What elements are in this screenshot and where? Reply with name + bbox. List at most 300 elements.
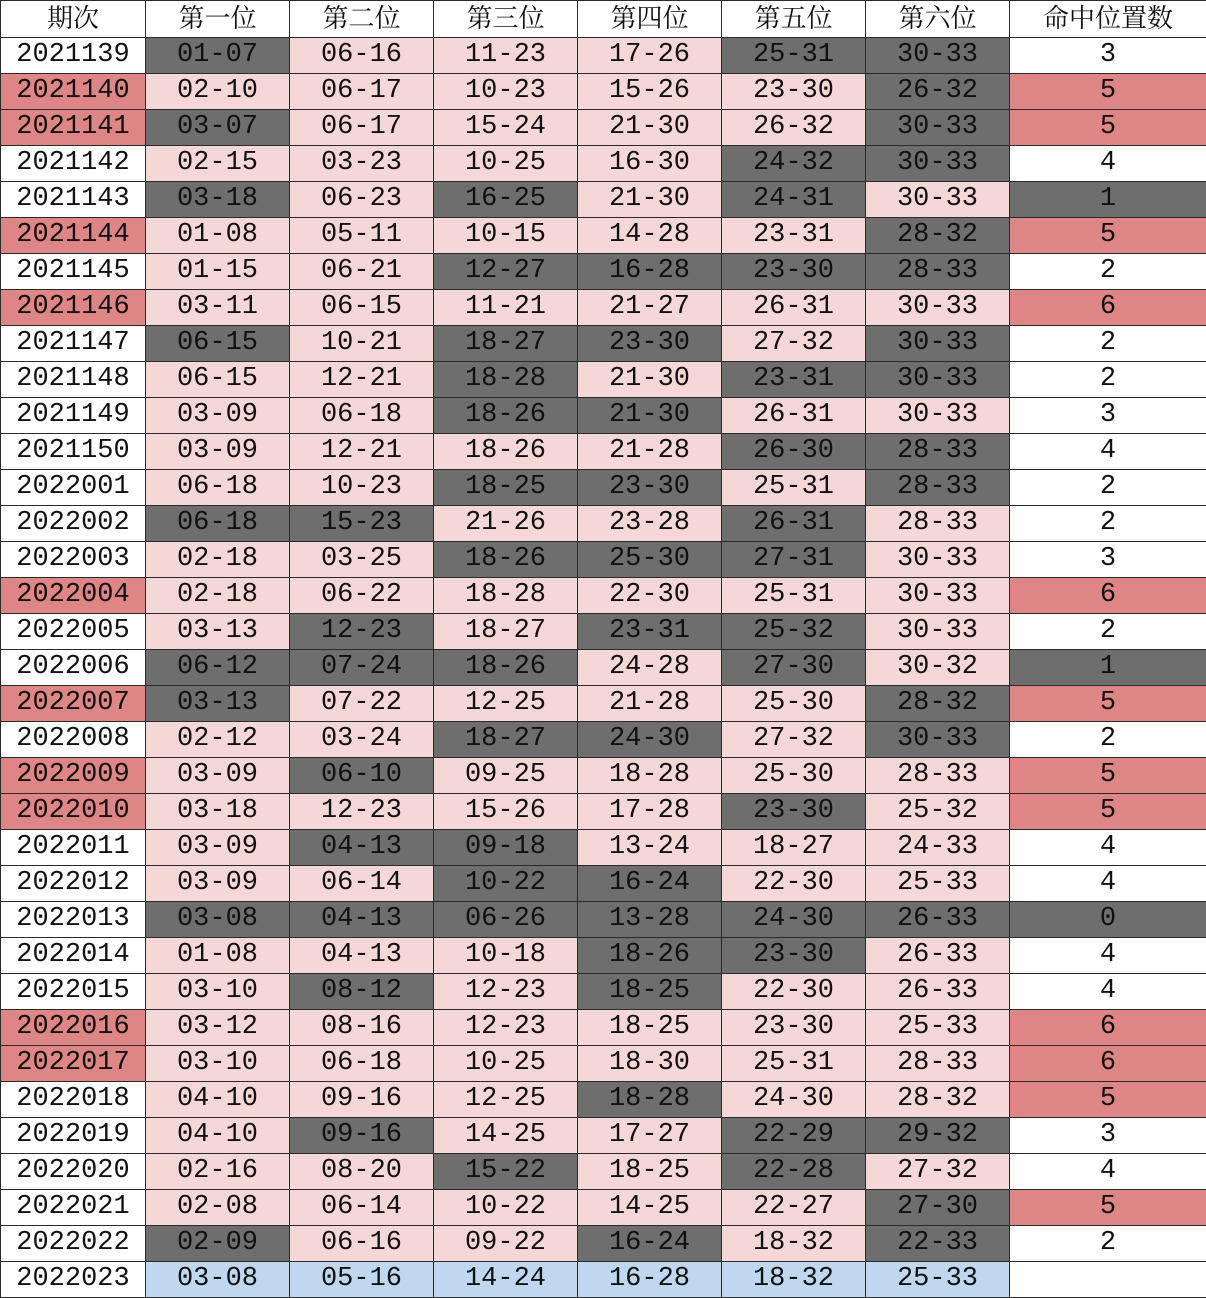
range-cell-position-4: 21-30 <box>578 362 722 398</box>
period-cell: 2021142 <box>1 146 146 182</box>
range-cell-position-3: 10-25 <box>434 146 578 182</box>
range-cell-position-6: 27-32 <box>866 1154 1010 1190</box>
table-row <box>1 1226 1206 1262</box>
range-cell-position-1: 03-10 <box>146 974 290 1010</box>
range-cell-position-5: 25-30 <box>722 758 866 794</box>
hit-count-cell: 4 <box>1010 866 1206 902</box>
hit-count-cell: 5 <box>1010 794 1206 830</box>
period-cell: 2022004 <box>1 578 146 614</box>
range-cell-position-1: 01-15 <box>146 254 290 290</box>
range-cell-position-3: 12-25 <box>434 1082 578 1118</box>
range-cell-position-1: 03-09 <box>146 398 290 434</box>
table-row <box>1 1046 1206 1082</box>
hit-count-cell: 2 <box>1010 1226 1206 1262</box>
hit-count-cell: 2 <box>1010 254 1206 290</box>
range-cell-position-2: 06-18 <box>290 398 434 434</box>
period-cell: 2022013 <box>1 902 146 938</box>
range-cell-position-6: 25-33 <box>866 866 1010 902</box>
range-cell-position-2: 06-14 <box>290 1190 434 1226</box>
period-cell: 2022007 <box>1 686 146 722</box>
header-position-4: 第四位 <box>578 1 722 38</box>
header-position-3: 第三位 <box>434 1 578 38</box>
range-cell-position-5: 18-27 <box>722 830 866 866</box>
range-cell-position-6: 26-32 <box>866 74 1010 110</box>
hit-count-cell: 5 <box>1010 686 1206 722</box>
hit-count-cell: 5 <box>1010 1190 1206 1226</box>
table-row <box>1 1118 1206 1154</box>
range-cell-position-6: 30-32 <box>866 650 1010 686</box>
range-cell-position-6: 30-33 <box>866 542 1010 578</box>
range-cell-position-6: 28-33 <box>866 1046 1010 1082</box>
range-cell-position-4: 16-28 <box>578 254 722 290</box>
range-cell-position-6: 29-32 <box>866 1118 1010 1154</box>
range-cell-position-5: 26-31 <box>722 506 866 542</box>
range-cell-position-6: 28-32 <box>866 686 1010 722</box>
range-cell-position-1: 03-08 <box>146 902 290 938</box>
range-cell-position-3: 18-27 <box>434 722 578 758</box>
range-cell-position-4: 15-26 <box>578 74 722 110</box>
range-cell-position-1: 02-12 <box>146 722 290 758</box>
hit-count-cell: 3 <box>1010 542 1206 578</box>
range-cell-position-2: 06-15 <box>290 290 434 326</box>
range-cell-position-2: 09-16 <box>290 1118 434 1154</box>
range-cell-position-2: 10-21 <box>290 326 434 362</box>
hit-count-cell: 1 <box>1010 182 1206 218</box>
range-cell-position-2: 09-16 <box>290 1082 434 1118</box>
range-cell-position-3: 06-26 <box>434 902 578 938</box>
hit-count-cell: 2 <box>1010 614 1206 650</box>
table-row <box>1 146 1206 182</box>
range-cell-position-2: 12-21 <box>290 362 434 398</box>
range-cell-position-6: 25-33 <box>866 1262 1010 1298</box>
hit-count-cell: 3 <box>1010 38 1206 74</box>
range-cell-position-3: 16-25 <box>434 182 578 218</box>
hit-count-cell: 4 <box>1010 830 1206 866</box>
table-row <box>1 722 1206 758</box>
range-cell-position-2: 12-23 <box>290 794 434 830</box>
period-cell: 2022001 <box>1 470 146 506</box>
period-cell: 2021144 <box>1 218 146 254</box>
range-cell-position-5: 18-32 <box>722 1262 866 1298</box>
range-cell-position-1: 06-18 <box>146 506 290 542</box>
range-cell-position-4: 25-30 <box>578 542 722 578</box>
range-cell-position-3: 10-18 <box>434 938 578 974</box>
range-cell-position-3: 15-26 <box>434 794 578 830</box>
table-row <box>1 758 1206 794</box>
range-cell-position-1: 01-08 <box>146 218 290 254</box>
table-row <box>1 578 1206 614</box>
hit-count-cell: 2 <box>1010 326 1206 362</box>
period-cell: 2021141 <box>1 110 146 146</box>
range-cell-position-1: 03-10 <box>146 1046 290 1082</box>
range-cell-position-5: 25-31 <box>722 1046 866 1082</box>
range-cell-position-5: 25-31 <box>722 578 866 614</box>
range-cell-position-1: 02-16 <box>146 1154 290 1190</box>
range-cell-position-2: 06-16 <box>290 1226 434 1262</box>
range-cell-position-2: 10-23 <box>290 470 434 506</box>
hit-count-cell: 1 <box>1010 650 1206 686</box>
range-cell-position-5: 22-29 <box>722 1118 866 1154</box>
header-position-6: 第六位 <box>866 1 1010 38</box>
range-cell-position-5: 24-32 <box>722 146 866 182</box>
period-cell: 2021149 <box>1 398 146 434</box>
range-cell-position-1: 02-08 <box>146 1190 290 1226</box>
range-cell-position-4: 18-25 <box>578 1010 722 1046</box>
range-cell-position-4: 23-28 <box>578 506 722 542</box>
period-cell: 2022017 <box>1 1046 146 1082</box>
range-cell-position-3: 12-27 <box>434 254 578 290</box>
range-cell-position-2: 06-17 <box>290 74 434 110</box>
range-cell-position-4: 24-28 <box>578 650 722 686</box>
range-cell-position-4: 21-30 <box>578 110 722 146</box>
table-row <box>1 434 1206 470</box>
range-cell-position-4: 21-28 <box>578 686 722 722</box>
range-cell-position-3: 21-26 <box>434 506 578 542</box>
range-cell-position-2: 06-16 <box>290 38 434 74</box>
range-cell-position-1: 03-09 <box>146 830 290 866</box>
range-cell-position-6: 28-33 <box>866 470 1010 506</box>
range-cell-position-3: 18-25 <box>434 470 578 506</box>
table-row <box>1 650 1206 686</box>
range-cell-position-6: 26-33 <box>866 938 1010 974</box>
table-row <box>1 74 1206 110</box>
header-position-1: 第一位 <box>146 1 290 38</box>
range-cell-position-4: 21-30 <box>578 398 722 434</box>
range-cell-position-6: 28-33 <box>866 254 1010 290</box>
range-cell-position-5: 27-30 <box>722 650 866 686</box>
table-row <box>1 794 1206 830</box>
table-row <box>1 470 1206 506</box>
range-cell-position-2: 03-24 <box>290 722 434 758</box>
period-cell: 2022018 <box>1 1082 146 1118</box>
range-cell-position-4: 23-30 <box>578 470 722 506</box>
range-cell-position-5: 24-31 <box>722 182 866 218</box>
range-cell-position-5: 25-30 <box>722 686 866 722</box>
table-row <box>1 38 1206 74</box>
range-cell-position-2: 07-22 <box>290 686 434 722</box>
range-cell-position-4: 17-27 <box>578 1118 722 1154</box>
range-cell-position-2: 06-23 <box>290 182 434 218</box>
range-cell-position-4: 23-31 <box>578 614 722 650</box>
range-cell-position-2: 06-21 <box>290 254 434 290</box>
range-cell-position-2: 08-12 <box>290 974 434 1010</box>
range-cell-position-1: 06-18 <box>146 470 290 506</box>
range-cell-position-5: 27-32 <box>722 722 866 758</box>
period-cell: 2022022 <box>1 1226 146 1262</box>
period-cell: 2021146 <box>1 290 146 326</box>
range-cell-position-5: 22-27 <box>722 1190 866 1226</box>
range-cell-position-6: 26-33 <box>866 974 1010 1010</box>
range-cell-position-6: 26-33 <box>866 902 1010 938</box>
range-cell-position-5: 25-31 <box>722 470 866 506</box>
range-cell-position-5: 26-31 <box>722 398 866 434</box>
range-cell-position-5: 24-30 <box>722 1082 866 1118</box>
range-cell-position-1: 03-11 <box>146 290 290 326</box>
range-cell-position-5: 23-31 <box>722 218 866 254</box>
range-cell-position-3: 18-26 <box>434 434 578 470</box>
range-cell-position-2: 04-13 <box>290 830 434 866</box>
period-cell: 2022014 <box>1 938 146 974</box>
range-cell-position-2: 05-16 <box>290 1262 434 1298</box>
range-cell-position-1: 03-08 <box>146 1262 290 1298</box>
range-cell-position-1: 01-07 <box>146 38 290 74</box>
range-cell-position-4: 13-28 <box>578 902 722 938</box>
range-cell-position-5: 27-32 <box>722 326 866 362</box>
range-cell-position-4: 21-27 <box>578 290 722 326</box>
period-cell: 2022009 <box>1 758 146 794</box>
range-cell-position-2: 03-23 <box>290 146 434 182</box>
range-cell-position-3: 15-24 <box>434 110 578 146</box>
period-cell: 2021150 <box>1 434 146 470</box>
table-body <box>1 38 1206 1298</box>
table-row <box>1 938 1206 974</box>
range-cell-position-6: 30-33 <box>866 614 1010 650</box>
range-cell-position-5: 22-30 <box>722 866 866 902</box>
period-cell: 2021148 <box>1 362 146 398</box>
header-row <box>1 1 1206 38</box>
hit-count-cell <box>1010 1262 1206 1298</box>
range-cell-position-5: 26-30 <box>722 434 866 470</box>
range-cell-position-6: 30-33 <box>866 578 1010 614</box>
range-cell-position-1: 03-18 <box>146 182 290 218</box>
range-cell-position-4: 18-28 <box>578 758 722 794</box>
range-cell-position-4: 18-28 <box>578 1082 722 1118</box>
range-cell-position-6: 30-33 <box>866 290 1010 326</box>
range-cell-position-5: 23-30 <box>722 794 866 830</box>
table-row <box>1 1154 1206 1190</box>
range-cell-position-6: 28-33 <box>866 506 1010 542</box>
table-row <box>1 974 1206 1010</box>
table-row <box>1 614 1206 650</box>
range-cell-position-6: 28-32 <box>866 218 1010 254</box>
range-cell-position-3: 11-21 <box>434 290 578 326</box>
range-cell-position-1: 03-09 <box>146 866 290 902</box>
range-cell-position-2: 06-18 <box>290 1046 434 1082</box>
range-cell-position-2: 12-21 <box>290 434 434 470</box>
range-cell-position-1: 03-07 <box>146 110 290 146</box>
range-cell-position-1: 02-10 <box>146 74 290 110</box>
range-cell-position-4: 16-28 <box>578 1262 722 1298</box>
hit-count-cell: 6 <box>1010 1010 1206 1046</box>
range-cell-position-2: 06-14 <box>290 866 434 902</box>
range-cell-position-5: 26-32 <box>722 110 866 146</box>
hit-count-cell: 5 <box>1010 1082 1206 1118</box>
range-cell-position-1: 02-15 <box>146 146 290 182</box>
range-cell-position-1: 06-15 <box>146 326 290 362</box>
table-row <box>1 542 1206 578</box>
range-cell-position-4: 18-25 <box>578 974 722 1010</box>
table-row <box>1 1190 1206 1226</box>
range-cell-position-6: 30-33 <box>866 38 1010 74</box>
range-cell-position-4: 18-26 <box>578 938 722 974</box>
range-cell-position-3: 11-23 <box>434 38 578 74</box>
range-cell-position-4: 17-26 <box>578 38 722 74</box>
range-cell-position-6: 30-33 <box>866 146 1010 182</box>
range-cell-position-6: 24-33 <box>866 830 1010 866</box>
hit-count-cell: 5 <box>1010 218 1206 254</box>
period-cell: 2022003 <box>1 542 146 578</box>
range-cell-position-3: 09-18 <box>434 830 578 866</box>
range-cell-position-4: 14-25 <box>578 1190 722 1226</box>
range-cell-position-3: 18-27 <box>434 614 578 650</box>
range-cell-position-2: 15-23 <box>290 506 434 542</box>
table-row <box>1 830 1206 866</box>
range-cell-position-2: 03-25 <box>290 542 434 578</box>
range-cell-position-3: 10-25 <box>434 1046 578 1082</box>
hit-count-cell: 5 <box>1010 110 1206 146</box>
hit-count-cell: 2 <box>1010 506 1206 542</box>
range-cell-position-2: 04-13 <box>290 938 434 974</box>
table-row <box>1 362 1206 398</box>
range-cell-position-1: 03-13 <box>146 686 290 722</box>
table-row <box>1 866 1206 902</box>
period-cell: 2021145 <box>1 254 146 290</box>
range-cell-position-6: 28-33 <box>866 434 1010 470</box>
header-position-2: 第二位 <box>290 1 434 38</box>
range-cell-position-6: 30-33 <box>866 398 1010 434</box>
range-cell-position-2: 06-10 <box>290 758 434 794</box>
table-row <box>1 1082 1206 1118</box>
range-cell-position-6: 30-33 <box>866 722 1010 758</box>
table-row <box>1 290 1206 326</box>
hit-count-cell: 6 <box>1010 1046 1206 1082</box>
period-cell: 2022008 <box>1 722 146 758</box>
range-cell-position-5: 23-31 <box>722 362 866 398</box>
hit-count-cell: 5 <box>1010 74 1206 110</box>
range-cell-position-2: 08-16 <box>290 1010 434 1046</box>
header-period: 期次 <box>1 1 146 38</box>
period-cell: 2021139 <box>1 38 146 74</box>
hit-count-cell: 4 <box>1010 938 1206 974</box>
range-cell-position-5: 22-30 <box>722 974 866 1010</box>
range-cell-position-5: 22-28 <box>722 1154 866 1190</box>
period-cell: 2022011 <box>1 830 146 866</box>
table-row <box>1 110 1206 146</box>
range-cell-position-4: 16-24 <box>578 866 722 902</box>
range-cell-position-2: 04-13 <box>290 902 434 938</box>
range-cell-position-5: 26-31 <box>722 290 866 326</box>
period-cell: 2021140 <box>1 74 146 110</box>
hit-count-cell: 6 <box>1010 290 1206 326</box>
range-cell-position-1: 06-12 <box>146 650 290 686</box>
table-row <box>1 686 1206 722</box>
range-cell-position-1: 02-18 <box>146 578 290 614</box>
range-cell-position-3: 10-15 <box>434 218 578 254</box>
range-cell-position-3: 10-22 <box>434 1190 578 1226</box>
hit-count-cell: 3 <box>1010 1118 1206 1154</box>
period-cell: 2022019 <box>1 1118 146 1154</box>
table-row <box>1 902 1206 938</box>
range-cell-position-5: 24-30 <box>722 902 866 938</box>
table-row <box>1 506 1206 542</box>
range-cell-position-4: 22-30 <box>578 578 722 614</box>
range-cell-position-3: 18-28 <box>434 578 578 614</box>
range-cell-position-4: 23-30 <box>578 326 722 362</box>
range-cell-position-6: 30-33 <box>866 362 1010 398</box>
range-cell-position-1: 03-18 <box>146 794 290 830</box>
range-cell-position-5: 18-32 <box>722 1226 866 1262</box>
range-cell-position-4: 17-28 <box>578 794 722 830</box>
range-cell-position-4: 18-30 <box>578 1046 722 1082</box>
range-cell-position-5: 23-30 <box>722 254 866 290</box>
range-cell-position-2: 12-23 <box>290 614 434 650</box>
period-cell: 2022015 <box>1 974 146 1010</box>
range-cell-position-5: 23-30 <box>722 74 866 110</box>
range-cell-position-6: 28-33 <box>866 758 1010 794</box>
range-cell-position-6: 22-33 <box>866 1226 1010 1262</box>
period-cell: 2022010 <box>1 794 146 830</box>
range-cell-position-3: 18-28 <box>434 362 578 398</box>
range-cell-position-4: 16-24 <box>578 1226 722 1262</box>
range-cell-position-4: 13-24 <box>578 830 722 866</box>
period-cell: 2022020 <box>1 1154 146 1190</box>
period-cell: 2022002 <box>1 506 146 542</box>
range-cell-position-1: 06-15 <box>146 362 290 398</box>
period-cell: 2022006 <box>1 650 146 686</box>
range-cell-position-2: 06-17 <box>290 110 434 146</box>
range-cell-position-3: 10-22 <box>434 866 578 902</box>
range-cell-position-3: 09-22 <box>434 1226 578 1262</box>
range-cell-position-5: 27-31 <box>722 542 866 578</box>
range-cell-position-5: 23-30 <box>722 1010 866 1046</box>
header-position-5: 第五位 <box>722 1 866 38</box>
hit-count-cell: 2 <box>1010 470 1206 506</box>
range-cell-position-1: 04-10 <box>146 1118 290 1154</box>
range-cell-position-4: 21-30 <box>578 182 722 218</box>
range-cell-position-3: 14-24 <box>434 1262 578 1298</box>
period-cell: 2021143 <box>1 182 146 218</box>
range-cell-position-1: 03-09 <box>146 434 290 470</box>
period-cell: 2022005 <box>1 614 146 650</box>
hit-count-cell: 4 <box>1010 1154 1206 1190</box>
range-cell-position-1: 03-13 <box>146 614 290 650</box>
range-cell-position-3: 18-26 <box>434 542 578 578</box>
table-row <box>1 326 1206 362</box>
range-cell-position-6: 25-33 <box>866 1010 1010 1046</box>
hit-count-cell: 5 <box>1010 758 1206 794</box>
hit-count-cell: 2 <box>1010 362 1206 398</box>
period-cell: 2021147 <box>1 326 146 362</box>
range-cell-position-2: 08-20 <box>290 1154 434 1190</box>
period-cell: 2022012 <box>1 866 146 902</box>
range-cell-position-2: 05-11 <box>290 218 434 254</box>
range-cell-position-6: 30-33 <box>866 110 1010 146</box>
range-cell-position-6: 27-30 <box>866 1190 1010 1226</box>
range-cell-position-3: 12-25 <box>434 686 578 722</box>
range-cell-position-6: 25-32 <box>866 794 1010 830</box>
range-cell-position-1: 02-18 <box>146 542 290 578</box>
range-cell-position-5: 25-31 <box>722 38 866 74</box>
hit-count-cell: 6 <box>1010 578 1206 614</box>
table-row <box>1 254 1206 290</box>
table-row <box>1 1010 1206 1046</box>
range-cell-position-2: 06-22 <box>290 578 434 614</box>
range-cell-position-3: 10-23 <box>434 74 578 110</box>
range-cell-position-3: 14-25 <box>434 1118 578 1154</box>
range-cell-position-5: 25-32 <box>722 614 866 650</box>
range-cell-position-3: 12-23 <box>434 974 578 1010</box>
range-cell-position-6: 30-33 <box>866 326 1010 362</box>
table-row <box>1 398 1206 434</box>
range-cell-position-1: 01-08 <box>146 938 290 974</box>
range-cell-position-6: 30-33 <box>866 182 1010 218</box>
range-cell-position-4: 24-30 <box>578 722 722 758</box>
period-cell: 2022021 <box>1 1190 146 1226</box>
range-cell-position-1: 02-09 <box>146 1226 290 1262</box>
range-cell-position-4: 21-28 <box>578 434 722 470</box>
range-cell-position-4: 14-28 <box>578 218 722 254</box>
hit-count-cell: 0 <box>1010 902 1206 938</box>
